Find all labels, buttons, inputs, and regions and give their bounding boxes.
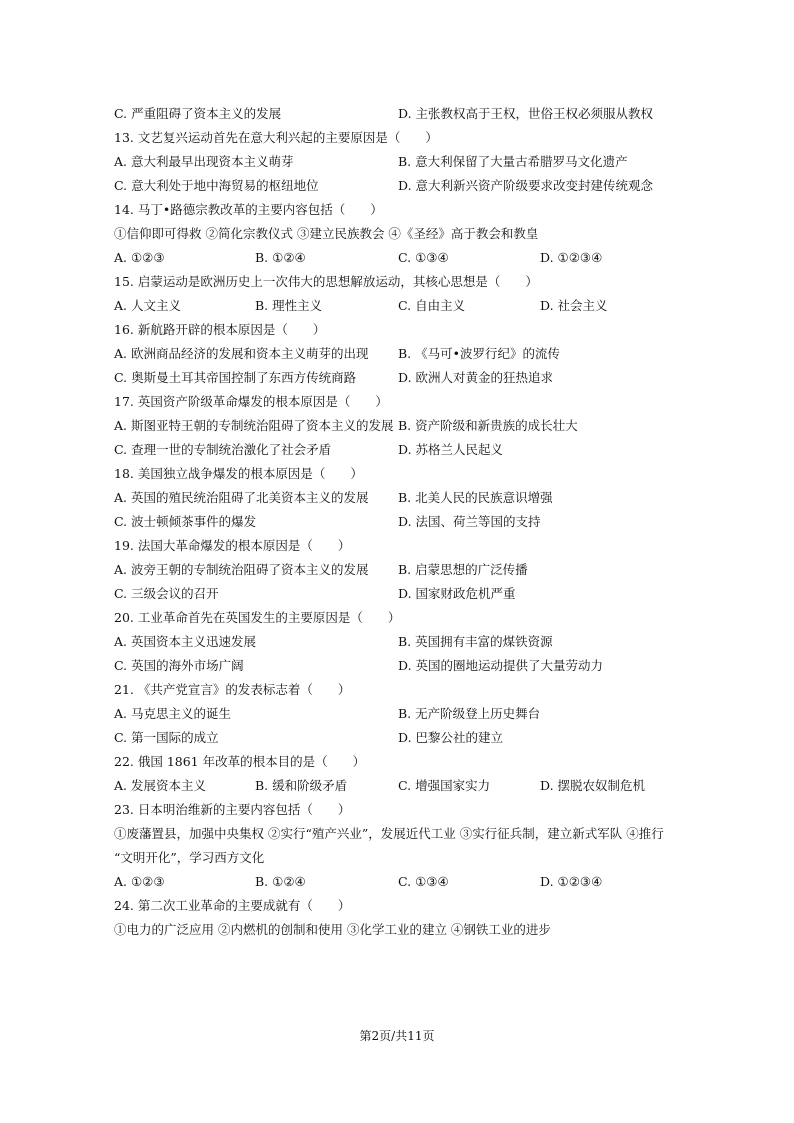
q15-option-d: D. 社会主义 [540, 298, 608, 313]
q23-items-line2: “文明开化”，学习西方文化 [114, 850, 265, 865]
q16-options-cd [114, 368, 674, 388]
q14-options [114, 248, 674, 268]
q16-option-a: A. 欧洲商品经济的发展和资本主义萌芽的出现 [114, 346, 369, 361]
q14-option-a: A. ①②③ [114, 250, 165, 265]
q15-option-b: B. 理性主义 [255, 298, 323, 313]
q13-stem: 13. 文艺复兴运动首先在意大利兴起的主要原因是（ ） [114, 130, 438, 145]
q15-option-a: A. 人文主义 [114, 298, 181, 313]
q20-option-c: C. 英国的海外市场广阔 [114, 658, 244, 673]
q20-options-cd [114, 656, 674, 676]
q13-option-c: C. 意大利处于地中海贸易的枢纽地位 [114, 178, 319, 193]
q21-option-b: B. 无产阶级登上历史舞台 [398, 706, 541, 721]
q13-option-b: B. 意大利保留了大量古希腊罗马文化遗产 [398, 154, 628, 169]
q18-stem: 18. 美国独立战争爆发的根本原因是（ ） [114, 466, 363, 481]
q20-option-d: D. 英国的圈地运动提供了大量劳动力 [398, 658, 604, 673]
q14-option-b: B. ①②④ [255, 250, 306, 265]
q24-stem: 24. 第二次工业革命的主要成就有（ ） [114, 898, 351, 913]
q12-option-c: C. 严重阻碍了资本主义的发展 [114, 106, 282, 121]
q16-stem: 16. 新航路开辟的根本原因是（ ） [114, 322, 326, 337]
q23-options [114, 872, 674, 892]
q14-stem: 14. 马丁•路德宗教改革的主要内容包括（ ） [114, 202, 383, 217]
q17-option-b: B. 资产阶级和新贵族的成长壮大 [398, 418, 578, 433]
q16-option-b: B. 《马可•波罗行纪》的流传 [398, 346, 561, 361]
q19-option-c: C. 三级会议的召开 [114, 586, 219, 601]
q23-option-b: B. ①②④ [255, 874, 306, 889]
q22-option-c: C. 增强国家实力 [398, 778, 491, 793]
q18-option-b: B. 北美人民的民族意识增强 [398, 490, 553, 505]
q19-stem: 19. 法国大革命爆发的根本原因是（ ） [114, 538, 351, 553]
q18-option-a: A. 英国的殖民统治阻碍了北美资本主义的发展 [114, 490, 369, 505]
q22-option-d: D. 摆脱农奴制危机 [540, 778, 646, 793]
q17-option-c: C. 查理一世的专制统治激化了社会矛盾 [114, 442, 332, 457]
q17-options-ab [114, 416, 674, 436]
q23-option-c: C. ①③④ [398, 874, 449, 889]
q23-option-a: A. ①②③ [114, 874, 165, 889]
q16-options-ab [114, 344, 674, 364]
page-number: 第2页/共11页 [359, 1029, 435, 1043]
q12-option-d: D. 主张教权高于王权，世俗王权必须服从教权 [398, 106, 654, 121]
q13-options-ab [114, 152, 674, 172]
q20-option-a: A. 英国资本主义迅速发展 [114, 634, 256, 649]
q17-option-d: D. 苏格兰人民起义 [398, 442, 504, 457]
q20-options-ab [114, 632, 674, 652]
q15-options [114, 296, 674, 316]
q21-options-cd [114, 728, 674, 748]
q19-options-cd [114, 584, 674, 604]
q18-options-cd [114, 512, 674, 532]
q17-options-cd [114, 440, 674, 460]
q19-option-a: A. 波旁王朝的专制统治阻碍了资本主义的发展 [114, 562, 369, 577]
q17-option-a: A. 斯图亚特王朝的专制统治阻碍了资本主义的发展 [114, 418, 394, 433]
q17-stem: 17. 英国资产阶级革命爆发的根本原因是（ ） [114, 394, 388, 409]
q24-items: ①电力的广泛应用 ②内燃机的创制和使用 ③化学工业的建立 ④钢铁工业的进步 [114, 922, 551, 937]
q16-option-d: D. 欧洲人对黄金的狂热追求 [398, 370, 554, 385]
q23-stem: 23. 日本明治维新的主要内容包括（ ） [114, 802, 351, 817]
q21-options-ab [114, 704, 674, 724]
q21-option-a: A. 马克思主义的诞生 [114, 706, 231, 721]
q18-option-c: C. 波士顿倾茶事件的爆发 [114, 514, 257, 529]
q20-stem: 20. 工业革命首先在英国发生的主要原因是（ ） [114, 610, 401, 625]
q14-option-d: D. ①②③④ [540, 250, 603, 265]
q19-options-ab [114, 560, 674, 580]
q21-option-d: D. 巴黎公社的建立 [398, 730, 504, 745]
q22-option-a: A. 发展资本主义 [114, 778, 206, 793]
q13-options-cd [114, 176, 674, 196]
q13-option-a: A. 意大利最早出现资本主义萌芽 [114, 154, 294, 169]
q21-stem: 21. 《共产党宣言》的发表标志着（ ） [114, 682, 351, 697]
q23-option-d: D. ①②③④ [540, 874, 603, 889]
q22-stem: 22. 俄国 1861 年改革的根本目的是（ ） [114, 754, 366, 769]
q22-option-b: B. 缓和阶级矛盾 [255, 778, 348, 793]
q12-options-cd [114, 104, 674, 124]
q15-stem: 15. 启蒙运动是欧洲历史上一次伟大的思想解放运动，其核心思想是（ ） [114, 274, 538, 289]
q19-option-d: D. 国家财政危机严重 [398, 586, 516, 601]
q19-option-b: B. 启蒙思想的广泛传播 [398, 562, 528, 577]
q18-option-d: D. 法国、荷兰等国的支持 [398, 514, 541, 529]
q15-option-c: C. 自由主义 [398, 298, 466, 313]
q23-items-line1: ①废藩置县，加强中央集权 ②实行“殖产兴业”，发展近代工业 ③实行征兵制，建立新式军队 ④推行 [114, 826, 664, 841]
q13-option-d: D. 意大利新兴资产阶级要求改变封建传统观念 [398, 178, 654, 193]
q21-option-c: C. 第一国际的成立 [114, 730, 219, 745]
q20-option-b: B. 英国拥有丰富的煤铁资源 [398, 634, 553, 649]
q14-items: ①信仰即可得救 ②简化宗教仪式 ③建立民族教会 ④《圣经》高于教会和教皇 [114, 226, 539, 241]
q18-options-ab [114, 488, 674, 508]
q22-options [114, 776, 674, 796]
q16-option-c: C. 奥斯曼土耳其帝国控制了东西方传统商路 [114, 370, 357, 385]
q14-option-c: C. ①③④ [398, 250, 449, 265]
